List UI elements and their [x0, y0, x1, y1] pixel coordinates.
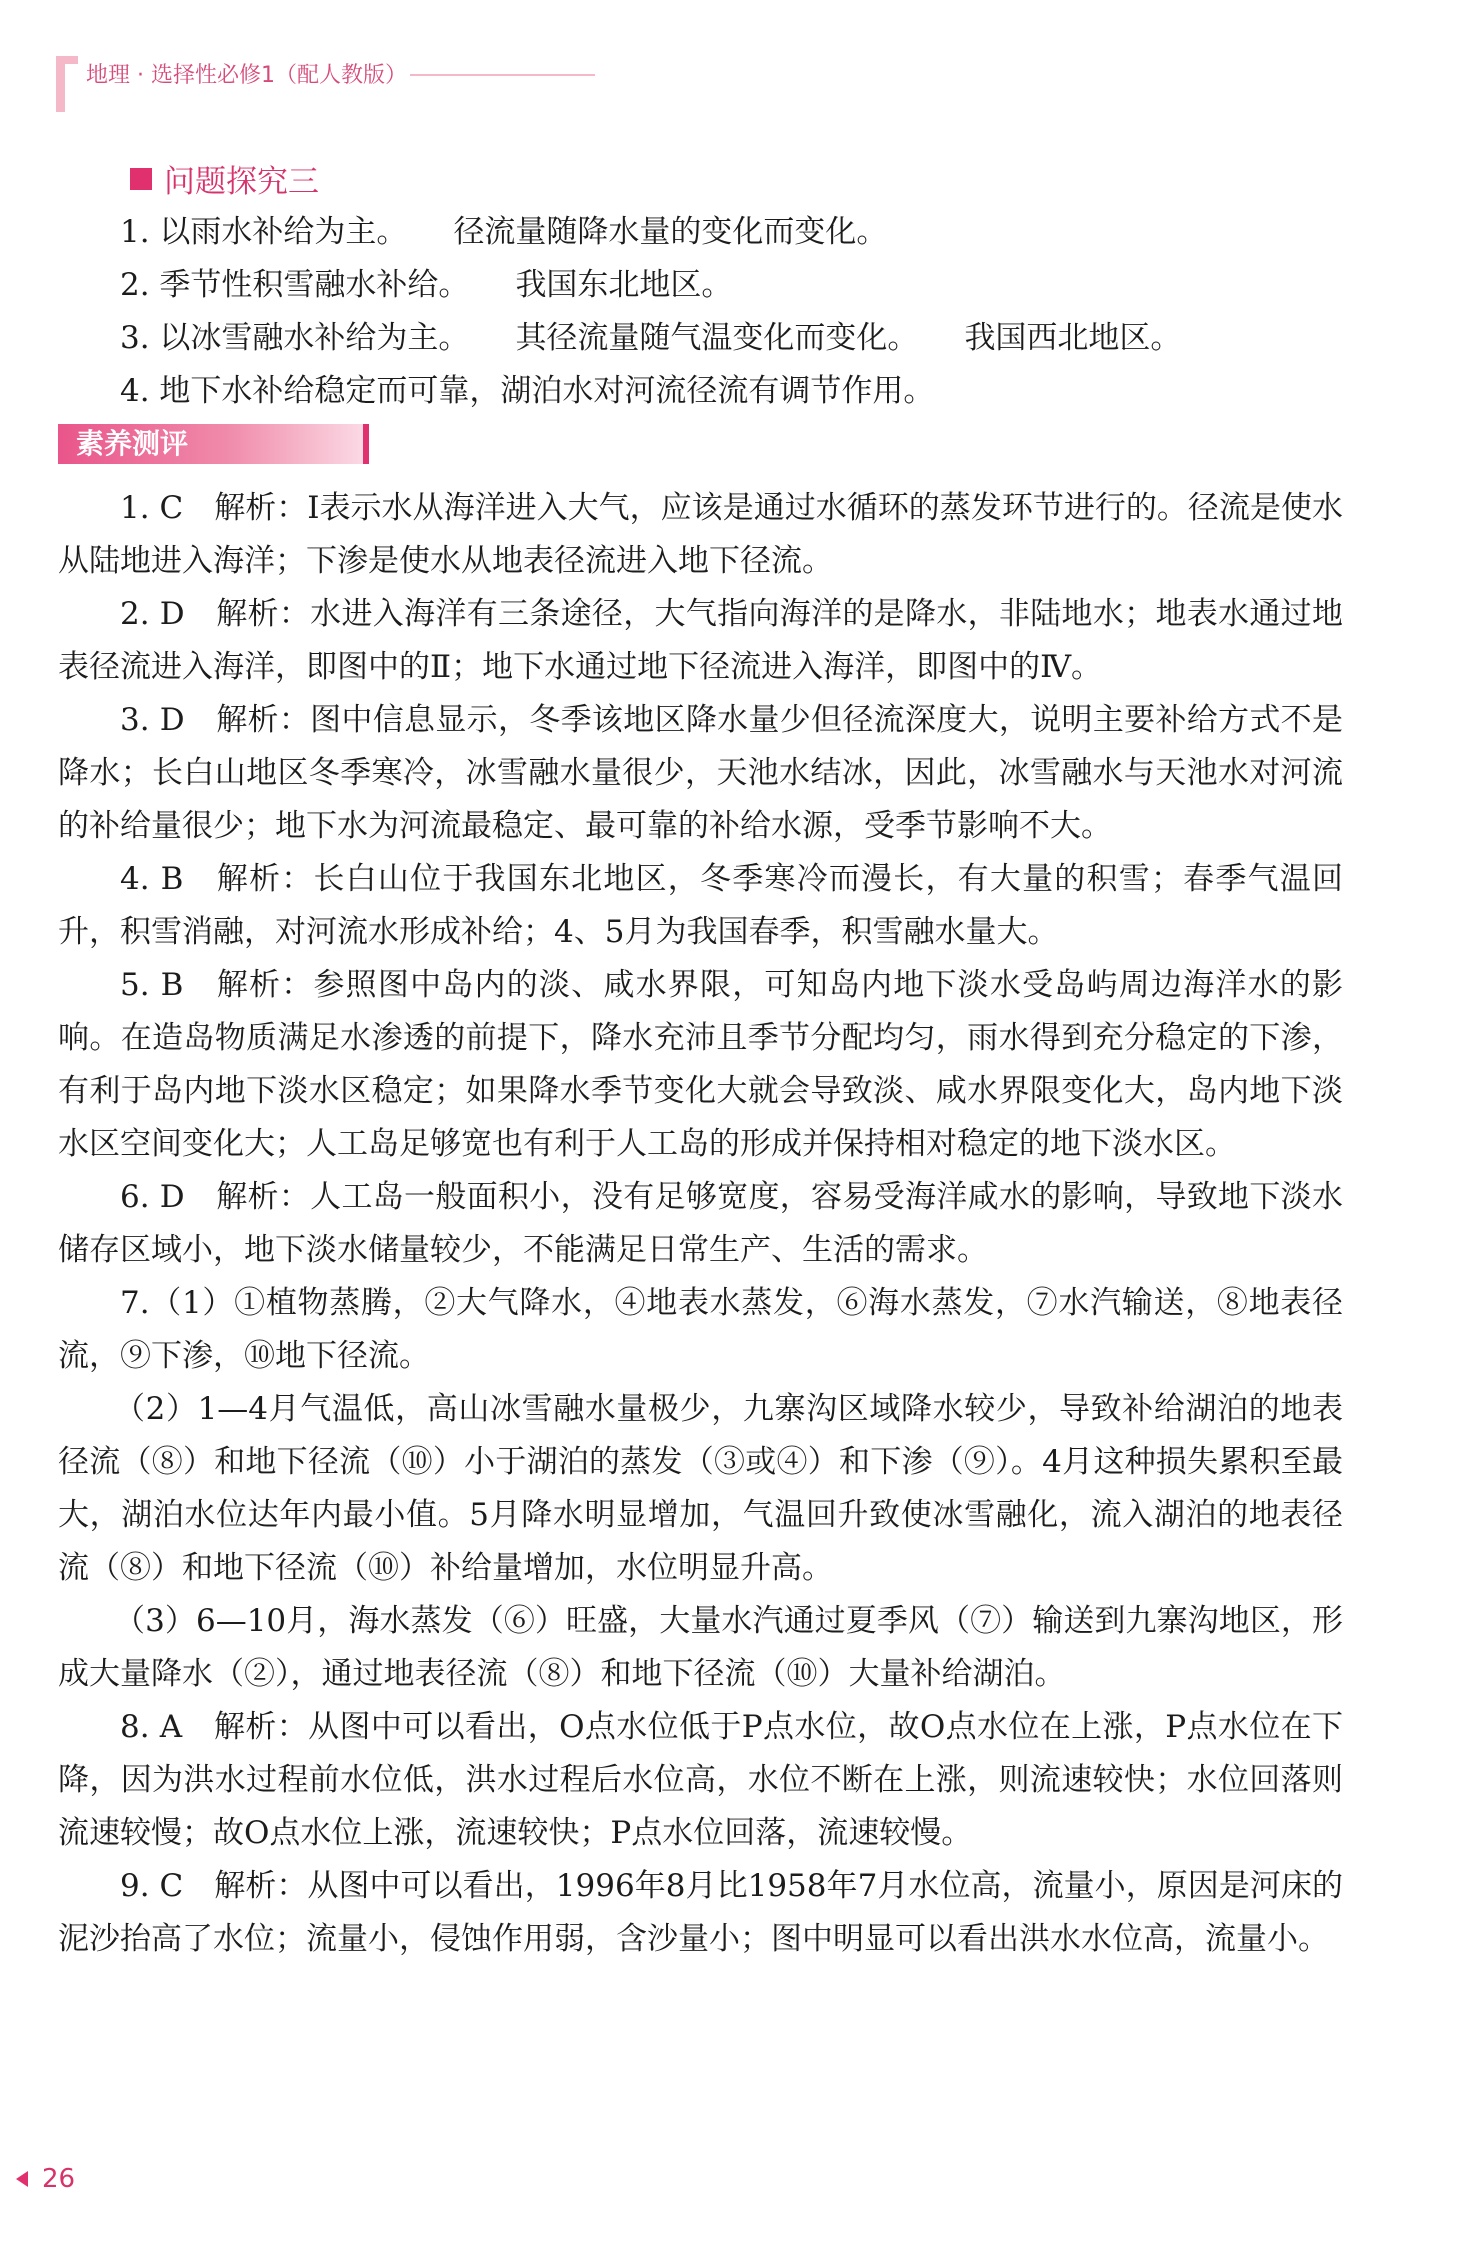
- header-bracket-decoration: [56, 56, 65, 112]
- answer-6: 6. D 解析：人工岛一般面积小，没有足够宽度，容易受海洋咸水的影响，导致地下淡水储存区域小，地下淡水储量较少，不能满足日常生产、生活的需求。: [58, 1179, 1343, 1268]
- assessment-banner-label: 素养测评: [76, 427, 189, 460]
- answer-7-part-2: （2）1—4月气温低，高山冰雪融水量极少，九寨沟区域降水较少，导致补给湖泊的地表径流（⑧）和地下径流（⑩）小于湖泊的蒸发（③或④）和下渗（⑨）。4月这种损失累积至最大，湖泊水位达年内最小值。5月降水明显增加，气温回升致使冰雪融化，流入湖泊的地表径流（⑧）和地下径流（⑩）补给量增加，水位明显升高。: [58, 1391, 1343, 1586]
- inquiry-item-2: 2. 季节性积雪融水补给。 我国东北地区。: [120, 267, 733, 303]
- square-bullet-icon: [130, 168, 152, 190]
- answer-9: 9. C 解析：从图中可以看出，1996年8月比1958年7月水位高，流量小，原因是河床的泥沙抬高了水位；流量小，侵蚀作用弱，含沙量小；图中明显可以看出洪水水位高，流量小。: [58, 1868, 1343, 1957]
- book-title: 地理 · 选择性必修1（配人教版）: [86, 63, 407, 88]
- assessment-banner: [58, 424, 369, 464]
- page-number: 26: [42, 2164, 76, 2194]
- answer-7-part-3: （3）6—10月，海水蒸发（⑥）旺盛，大量水汽通过夏季风（⑦）输送到九寨沟地区，形成大量降水（②），通过地表径流（⑧）和地下径流（⑩）大量补给湖泊。: [58, 1603, 1343, 1692]
- page-content: [58, 206, 1343, 1966]
- answer-5: 5. B 解析：参照图中岛内的淡、咸水界限，可知岛内地下淡水受岛屿周边海洋水的影响。在造岛物质满足水渗透的前提下，降水充沛且季节分配均匀，雨水得到充分稳定的下渗，有利于岛内地下淡水区稳定；如果降水季节变化大就会导致淡、咸水界限变化大，岛内地下淡水区空间变化大；人工岛足够宽也有利于人工岛的形成并保持相对稳定的地下淡水区。: [58, 967, 1343, 1162]
- answer-7-part-1: 7.（1）①植物蒸腾，②大气降水，④地表水蒸发，⑥海水蒸发，⑦水汽输送，⑧地表径流，⑨下渗，⑩地下径流。: [58, 1285, 1343, 1374]
- answer-1: 1. C 解析：Ⅰ表示水从海洋进入大气，应该是通过水循环的蒸发环节进行的。径流是使水从陆地进入海洋；下渗是使水从地表径流进入地下径流。: [58, 490, 1343, 579]
- section-heading: [130, 156, 319, 201]
- answer-4: 4. B 解析：长白山位于我国东北地区，冬季寒冷而漫长，有大量的积雪；春季气温回升，积雪消融，对河流水形成补给；4、5月为我国春季，积雪融水量大。: [58, 861, 1343, 950]
- inquiry-item-3: 3. 以冰雪融水补给为主。 其径流量随气温变化而变化。 我国西北地区。: [120, 320, 1182, 356]
- inquiry-item-4: 4. 地下水补给稳定而可靠，湖泊水对河流径流有调节作用。: [120, 373, 935, 409]
- page-footer: [16, 2164, 75, 2194]
- answer-8: 8. A 解析：从图中可以看出，O点水位低于P点水位，故O点水位在上涨，P点水位在下降，因为洪水过程前水位低，洪水过程后水位高，水位不断在上涨，则流速较快；水位回落则流速较慢；故O点水位上涨，流速较快；P点水位回落，流速较慢。: [58, 1709, 1343, 1851]
- answer-3: 3. D 解析：图中信息显示，冬季该地区降水量少但径流深度大，说明主要补给方式不是降水；长白山地区冬季寒冷，冰雪融水量很少，天池水结冰，因此，冰雪融水与天池水对河流的补给量很少；地下水为河流最稳定、最可靠的补给水源，受季节影响不大。: [58, 702, 1343, 844]
- header-rule: [410, 74, 595, 76]
- inquiry-item-1: 1. 以雨水补给为主。 径流量随降水量的变化而变化。: [120, 214, 888, 250]
- answer-2: 2. D 解析：水进入海洋有三条途径，大气指向海洋的是降水，非陆地水；地表水通过地表径流进入海洋，即图中的Ⅱ；地下水通过地下径流进入海洋，即图中的Ⅳ。: [58, 596, 1343, 685]
- triangle-left-icon: [16, 2171, 28, 2187]
- header-bracket-top-decoration: [56, 56, 78, 64]
- section-title: 问题探究三: [164, 164, 319, 200]
